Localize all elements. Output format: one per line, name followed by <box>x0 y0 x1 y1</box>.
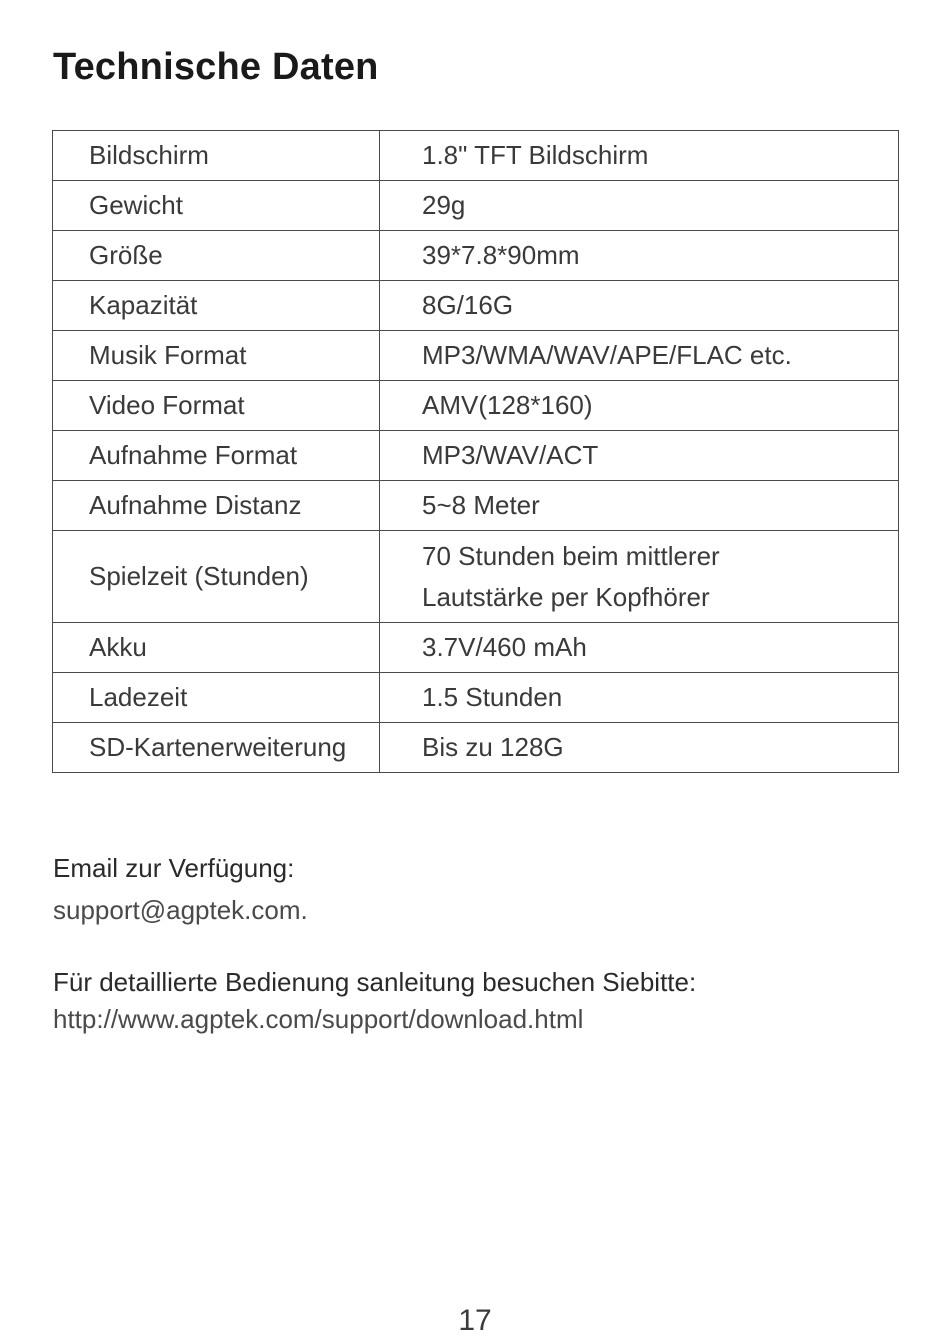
table-row <box>53 381 899 431</box>
table-row <box>53 231 899 281</box>
manual-heading: Für detaillierte Bedienung sanleitung besuchen Siebitte: <box>53 967 697 997</box>
spec-value-line: Lautstärke per Kopfhörer <box>422 581 710 612</box>
spec-value <box>380 131 899 181</box>
spec-value-line: Bis zu 128G <box>422 732 564 762</box>
table-row <box>53 131 899 181</box>
spec-value <box>380 281 899 331</box>
spec-label: Musik Format <box>53 331 380 381</box>
spec-value-line: 70 Stunden beim mittlerer <box>422 540 720 571</box>
table-row <box>53 181 899 231</box>
table-row <box>53 723 899 773</box>
spec-value-line: 1.8" TFT Bildschirm <box>422 140 649 170</box>
spec-value-line: MP3/WMA/WAV/APE/FLAC etc. <box>422 340 792 370</box>
email-heading: Email zur Verfügung: <box>53 853 295 883</box>
manual-download-link[interactable]: http://www.agptek.com/support/download.html <box>53 1004 584 1034</box>
spec-value-line: 39*7.8*90mm <box>422 240 580 270</box>
spec-value-line: 29g <box>422 190 466 220</box>
spec-value-line: 5~8 Meter <box>422 490 540 520</box>
table-row <box>53 281 899 331</box>
spec-value <box>380 481 899 531</box>
spec-value-line: 3.7V/460 mAh <box>422 632 587 662</box>
spec-label: Aufnahme Distanz <box>53 481 380 531</box>
spec-label: Bildschirm <box>53 131 380 181</box>
spec-label: Spielzeit (Stunden) <box>53 531 380 623</box>
spec-value <box>380 331 899 381</box>
spec-label: Kapazität <box>53 281 380 331</box>
spec-value <box>380 181 899 231</box>
spec-value <box>380 531 899 623</box>
support-email[interactable]: support@agptek.com. <box>53 895 308 925</box>
table-row <box>53 623 899 673</box>
spec-value-line: MP3/WAV/ACT <box>422 440 599 470</box>
spec-value <box>380 623 899 673</box>
spec-value <box>380 673 899 723</box>
table-row <box>53 331 899 381</box>
spec-label: Video Format <box>53 381 380 431</box>
table-row <box>53 431 899 481</box>
page-number: 17 <box>458 1304 492 1337</box>
spec-label: Gewicht <box>53 181 380 231</box>
spec-label: Ladezeit <box>53 673 380 723</box>
spec-value-line: AMV(128*160) <box>422 390 593 420</box>
spec-value <box>380 231 899 281</box>
spec-label: Größe <box>53 231 380 281</box>
page-title: Technische Daten <box>53 46 379 88</box>
spec-value <box>380 723 899 773</box>
spec-table <box>52 130 899 773</box>
spec-value <box>380 431 899 481</box>
table-row <box>53 531 899 623</box>
spec-label: Aufnahme Format <box>53 431 380 481</box>
spec-label: SD-Kartenerweiterung <box>53 723 380 773</box>
spec-value-line: 8G/16G <box>422 290 514 320</box>
spec-value-line: 1.5 Stunden <box>422 682 563 712</box>
spec-value <box>380 381 899 431</box>
spec-label: Akku <box>53 623 380 673</box>
table-row <box>53 481 899 531</box>
table-row <box>53 673 899 723</box>
